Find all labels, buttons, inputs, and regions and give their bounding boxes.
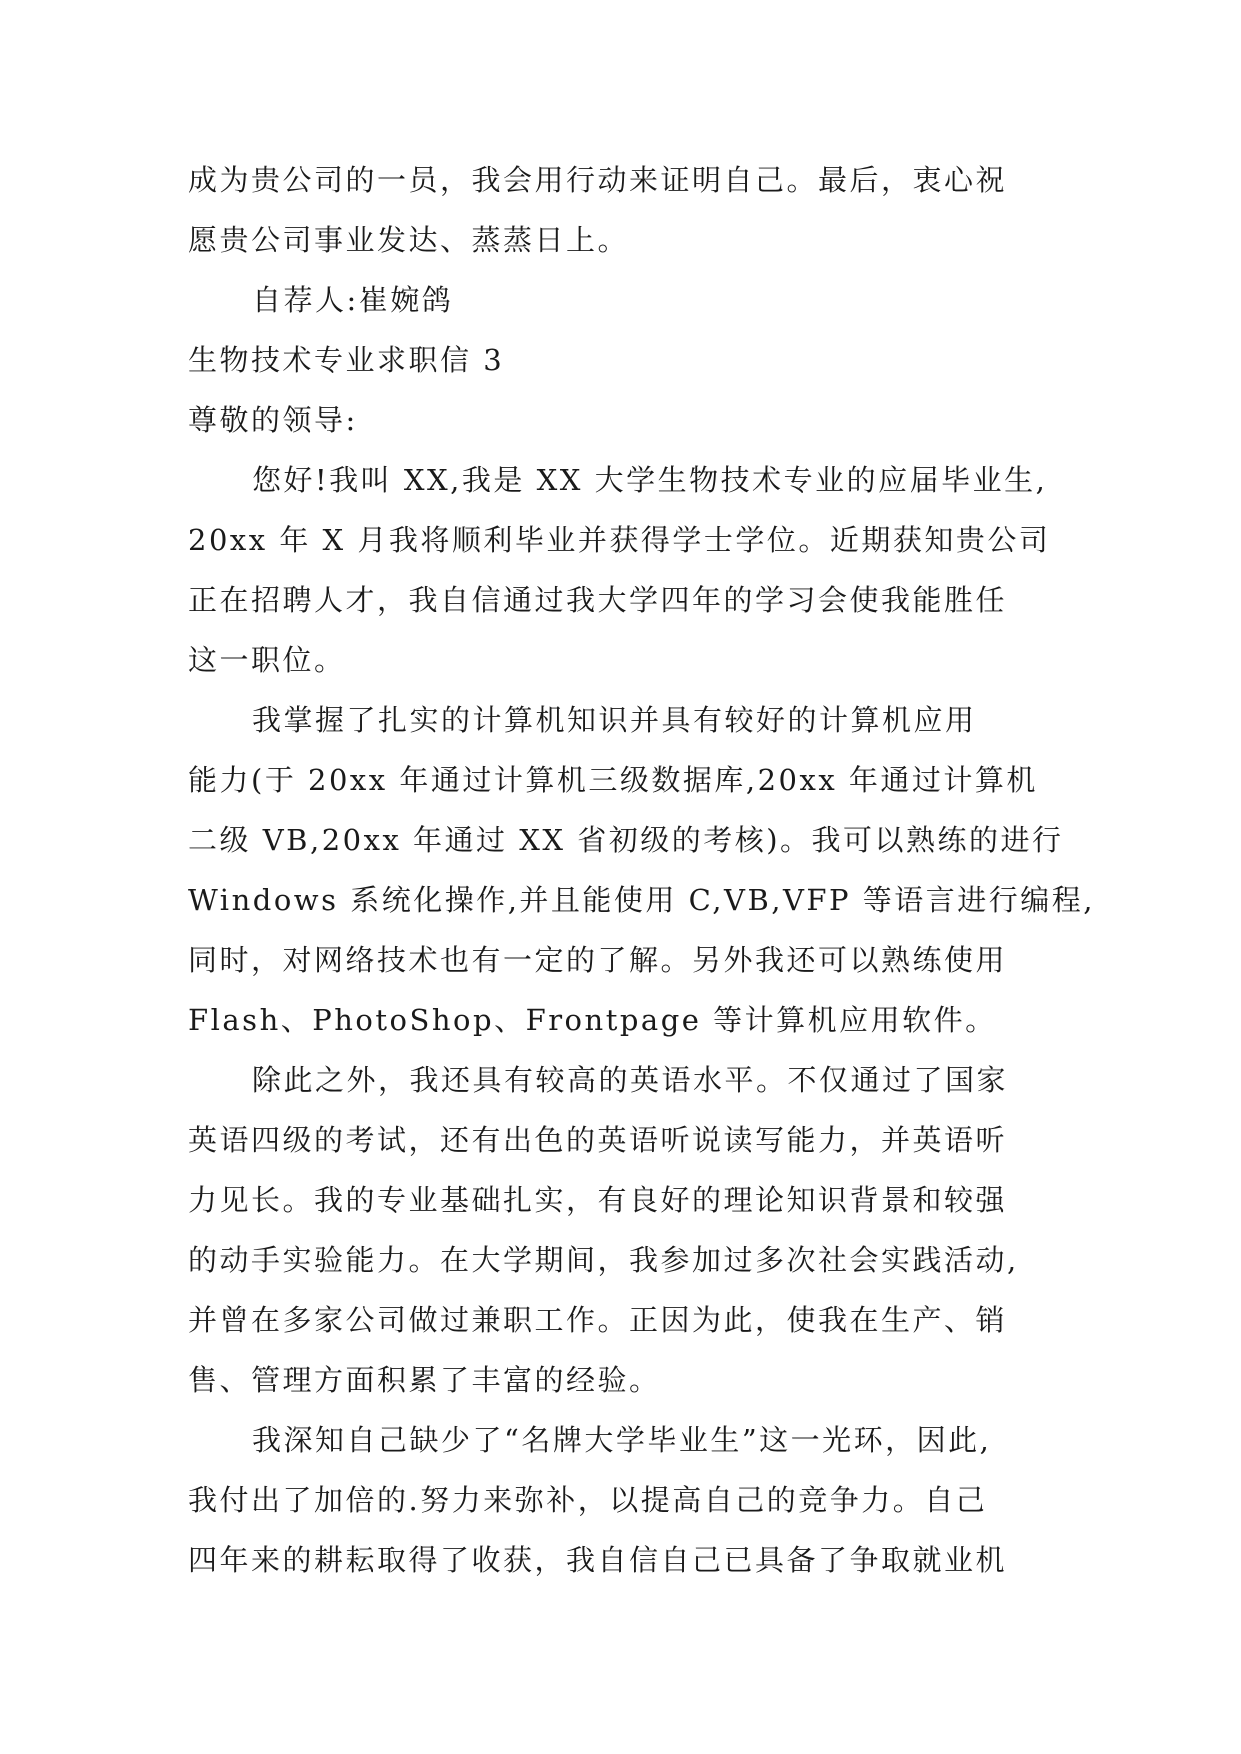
text-line: 四年来的耕耘取得了收获，我自信自己已具备了争取就业机: [188, 1543, 1008, 1577]
text-line: 售、管理方面积累了丰富的经验。: [188, 1363, 661, 1397]
text-line: 我掌握了扎实的计算机知识并具有较好的计算机应用: [252, 703, 977, 737]
text-line: 同时，对网络技术也有一定的了解。另外我还可以熟练使用: [188, 943, 1008, 977]
text-line: 英语四级的考试，还有出色的英语听说读写能力，并英语听: [188, 1123, 1008, 1157]
text-line: 愿贵公司事业发达、蒸蒸日上。: [188, 223, 630, 257]
text-line: 这一职位。: [188, 643, 346, 677]
text-line: 我深知自己缺少了“名牌大学毕业生”这一光环，因此,: [252, 1423, 992, 1457]
text-line: 力见长。我的专业基础扎实，有良好的理论知识背景和较强: [188, 1183, 1008, 1217]
signature-line: 自荐人:崔婉鸽: [252, 283, 454, 317]
text-line: 除此之外，我还具有较高的英语水平。不仅通过了国家: [252, 1063, 1009, 1097]
text-line: 二级 VB,20xx 年通过 XX 省初级的考核)。我可以熟练的进行: [188, 823, 1064, 857]
text-line: 成为贵公司的一员，我会用行动来证明自己。最后，衷心祝: [188, 163, 1008, 197]
letter-title: 生物技术专业求职信 3: [188, 343, 505, 377]
text-line: 并曾在多家公司做过兼职工作。正因为此，使我在生产、销: [188, 1303, 1008, 1337]
text-line: Flash、PhotoShop、Frontpage 等计算机应用软件。: [188, 1003, 997, 1037]
text-line: 您好!我叫 XX,我是 XX 大学生物技术专业的应届毕业生,: [252, 463, 1048, 497]
text-line: 能力(于 20xx 年通过计算机三级数据库,20xx 年通过计算机: [188, 763, 1038, 797]
document-page: [188, 150, 1095, 1590]
text-line: 正在招聘人才，我自信通过我大学四年的学习会使我能胜任: [188, 583, 1008, 617]
salutation: 尊敬的领导:: [188, 403, 358, 437]
text-line: 我付出了加倍的.努力来弥补，以提高自己的竞争力。自己: [188, 1483, 988, 1517]
text-line: Windows 系统化操作,并且能使用 C,VB,VFP 等语言进行编程,: [188, 883, 1095, 917]
text-line: 的动手实验能力。在大学期间，我参加过多次社会实践活动,: [188, 1243, 1019, 1277]
text-line: 20xx 年 X 月我将顺利毕业并获得学士学位。近期获知贵公司: [188, 523, 1051, 557]
